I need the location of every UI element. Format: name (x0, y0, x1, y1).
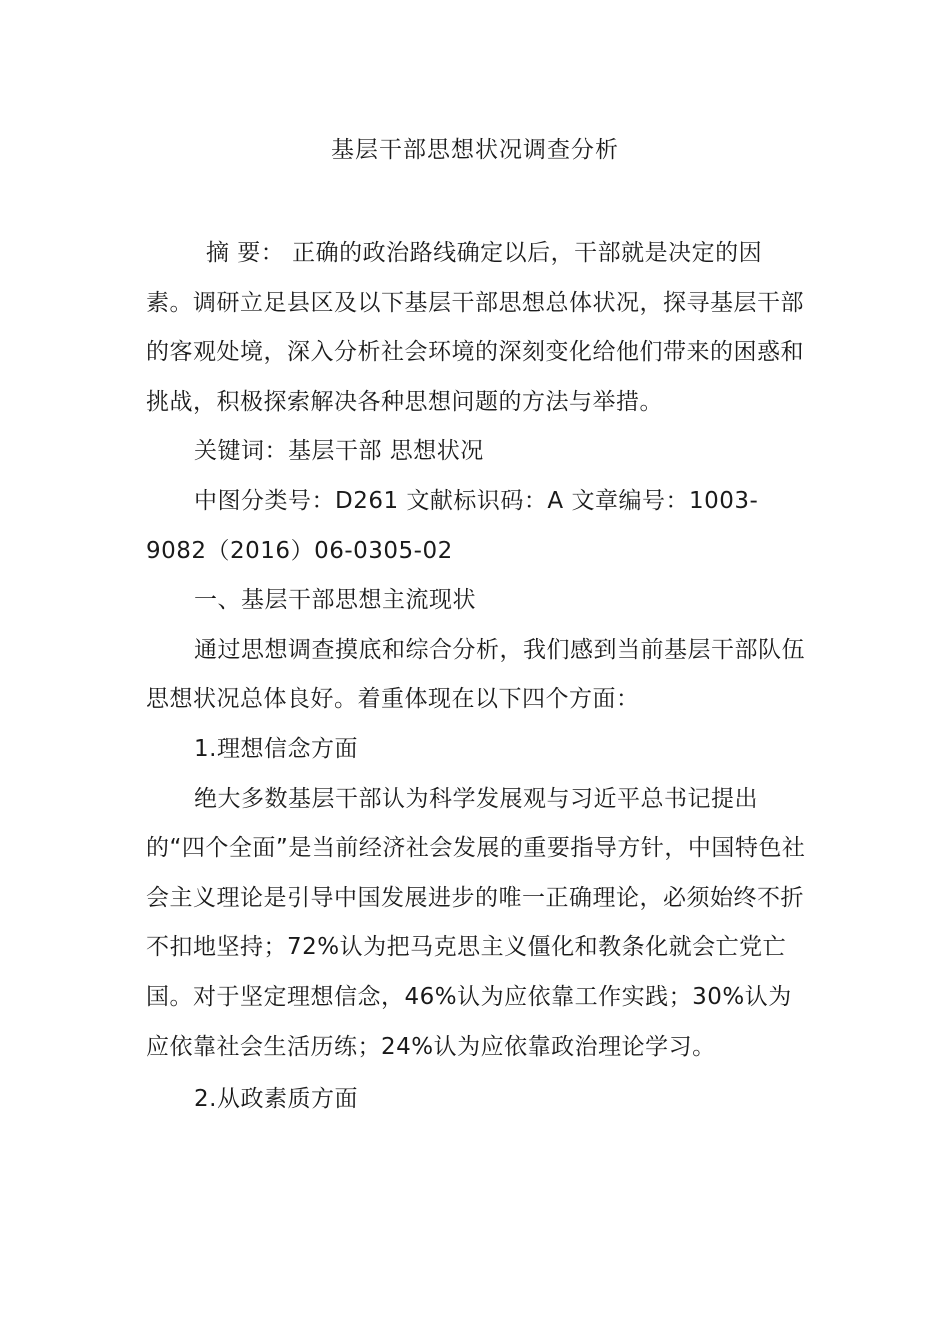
abstract-text: 正确的政治路线确定以后，干部就是决定的因素。调研立足县区及以下基层干部思想总体状况，探寻基层干部的客观处境，深入分析社会环境的深刻变化给他们带来的困惑和挑战，积极探索解决各种思想问题的方法与举措。 (146, 240, 804, 415)
section-heading: 一、基层干部思想主流现状 (194, 587, 476, 614)
subsection-heading: 1.理想信念方面 (194, 735, 358, 762)
classification-line: 中图分类号：D261 文献标识码：A 文章编号：1003-9082（2016）06-0305-02 (146, 487, 759, 564)
section-intro-paragraph: 通过思想调查摸底和综合分析，我们感到当前基层干部队伍思想状况总体良好。着重体现在以下四个方面： (146, 636, 805, 713)
abstract-label: 摘 要： (206, 240, 285, 266)
abstract-paragraph (146, 229, 806, 427)
document-title: 基层干部思想状况调查分析 (331, 137, 619, 163)
subsection-body-paragraph: 绝大多数基层干部认为科学发展观与习近平总书记提出的“四个全面”是当前经济社会发展的重要指导方针，中国特色社会主义理论是引导中国发展进步的唯一正确理论，必须始终不折不扣地坚持；72%认为把马克思主义僵化和教条化就会亡党亡国。对于坚定理想信念，46%认为应依靠工作实践；30%认为应依靠社会生活历练；24%认为应依靠政治理论学习。 (146, 785, 806, 1060)
keywords-line: 关键词：基层干部 思想状况 (194, 438, 484, 465)
document-body (146, 229, 806, 1125)
subsection-heading: 2.从政素质方面 (194, 1086, 358, 1113)
